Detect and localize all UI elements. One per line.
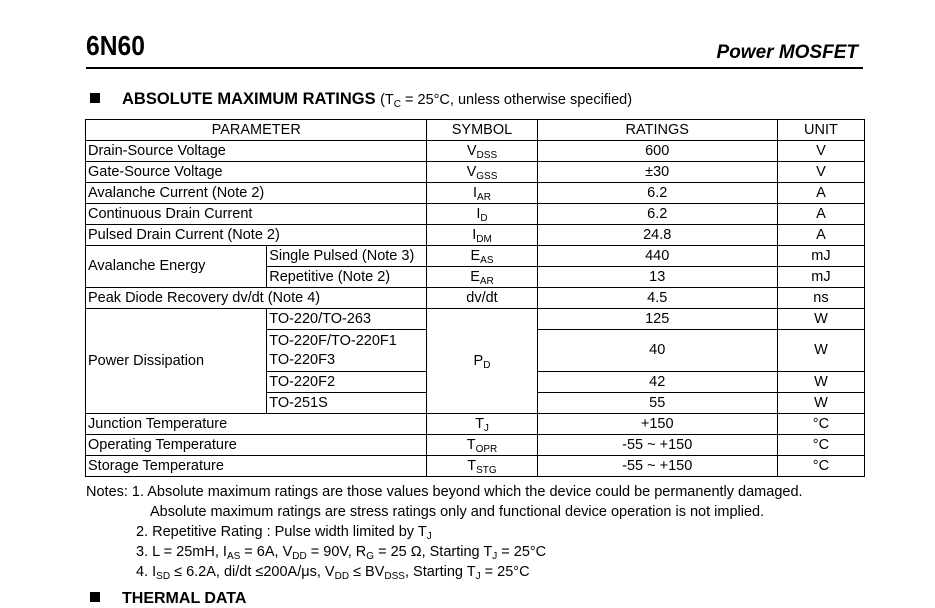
notes-block (86, 482, 803, 582)
note-1: Notes: 1. Absolute maximum ratings are those values beyond which the device could be permanently damaged. (86, 484, 803, 500)
symbol-cell: $I_D$ (427, 204, 537, 225)
symbol-cell: $T_J$ (427, 414, 537, 435)
note-1-continued: Absolute maximum ratings are stress ratings only and functional device operation is not implied. (150, 504, 765, 520)
header-ratings: RATINGS (537, 120, 777, 141)
bullet-square-icon (90, 592, 100, 602)
section-title: ABSOLUTE MAXIMUM RATINGS (122, 90, 376, 108)
table-row: Storage Temperature $T_{STG}$ -55 ~ +150 °C (86, 456, 865, 477)
device-type: Power MOSFET (716, 42, 858, 63)
table-row: Avalanche Energy Single Pulsed (Note 3) $E_{AS}$ 440 mJ (86, 246, 865, 267)
symbol-cell: $I_{DM}$ (427, 225, 537, 246)
bullet-square-icon (90, 93, 100, 103)
table-row: Operating Temperature $T_{OPR}$ -55 ~ +150 °C (86, 435, 865, 456)
symbol-cell: $P_D$ (427, 309, 537, 414)
ratings-table (85, 119, 865, 477)
table-row: Peak Diode Recovery dv/dt (Note 4) dv/dt 4.5 ns (86, 288, 865, 309)
symbol-cell: $E_{AR}$ (427, 267, 537, 288)
table-row: Power Dissipation TO-220/TO-263 $P_D$ 125 W (86, 309, 865, 330)
part-number: 6N60 (86, 30, 145, 61)
header-symbol: SYMBOL (427, 120, 537, 141)
symbol-cell: $E_{AS}$ (427, 246, 537, 267)
table-row: Gate-Source Voltage $V_{GSS}$ ±30 V (86, 162, 865, 183)
header-unit: UNIT (777, 120, 864, 141)
note-3: 3. L = 25mH, $I_{AS} = 6A$, $V_{DD} = 90V$, $R_G = 25$ Ω, Starting $T_J = 25^\circ C$ (136, 544, 547, 562)
header-parameter: PARAMETER (86, 120, 427, 141)
table-row: Pulsed Drain Current (Note 2) $I_{DM}$ 24.8 A (86, 225, 865, 246)
table-row: Avalanche Current (Note 2) $I_{AR}$ 6.2 A (86, 183, 865, 204)
note-4: 4. $I_{SD} \le 6.2A$, di/dt ≤200A/μs, $V_{DD} \le BV_{DSS}$, Starting $T_J = 25^\circ C$ (136, 564, 530, 582)
next-section-heading: THERMAL DATA (90, 590, 246, 608)
header-rule (86, 67, 863, 69)
table-row: Drain-Source Voltage $V_{DSS}$ 600 V (86, 141, 865, 162)
table-row: TO-251S 55 W (86, 393, 865, 414)
table-row: Continuous Drain Current $I_D$ 6.2 A (86, 204, 865, 225)
table-row: Junction Temperature $T_J$ +150 °C (86, 414, 865, 435)
section-heading (90, 90, 632, 109)
table-row: TO-220F2 42 W (86, 372, 865, 393)
table-header-row (86, 120, 865, 141)
symbol-cell: dv/dt (427, 288, 537, 309)
symbol-cell: $V_{DSS}$ (427, 141, 537, 162)
symbol-cell: $T_{OPR}$ (427, 435, 537, 456)
symbol-cell: $V_{GSS}$ (427, 162, 537, 183)
table-row: Repetitive (Note 2) $E_{AR}$ 13 mJ (86, 267, 865, 288)
section-condition: ($T_C = 25^\circ C$, unless otherwise specified) (380, 92, 633, 110)
symbol-cell: $I_{AR}$ (427, 183, 537, 204)
table-row: TO-220F/TO-220F1 TO-220F3 40 W (86, 330, 865, 372)
note-2: 2. Repetitive Rating : Pulse width limited by $T_J$ (136, 524, 432, 542)
symbol-cell: $T_{STG}$ (427, 456, 537, 477)
